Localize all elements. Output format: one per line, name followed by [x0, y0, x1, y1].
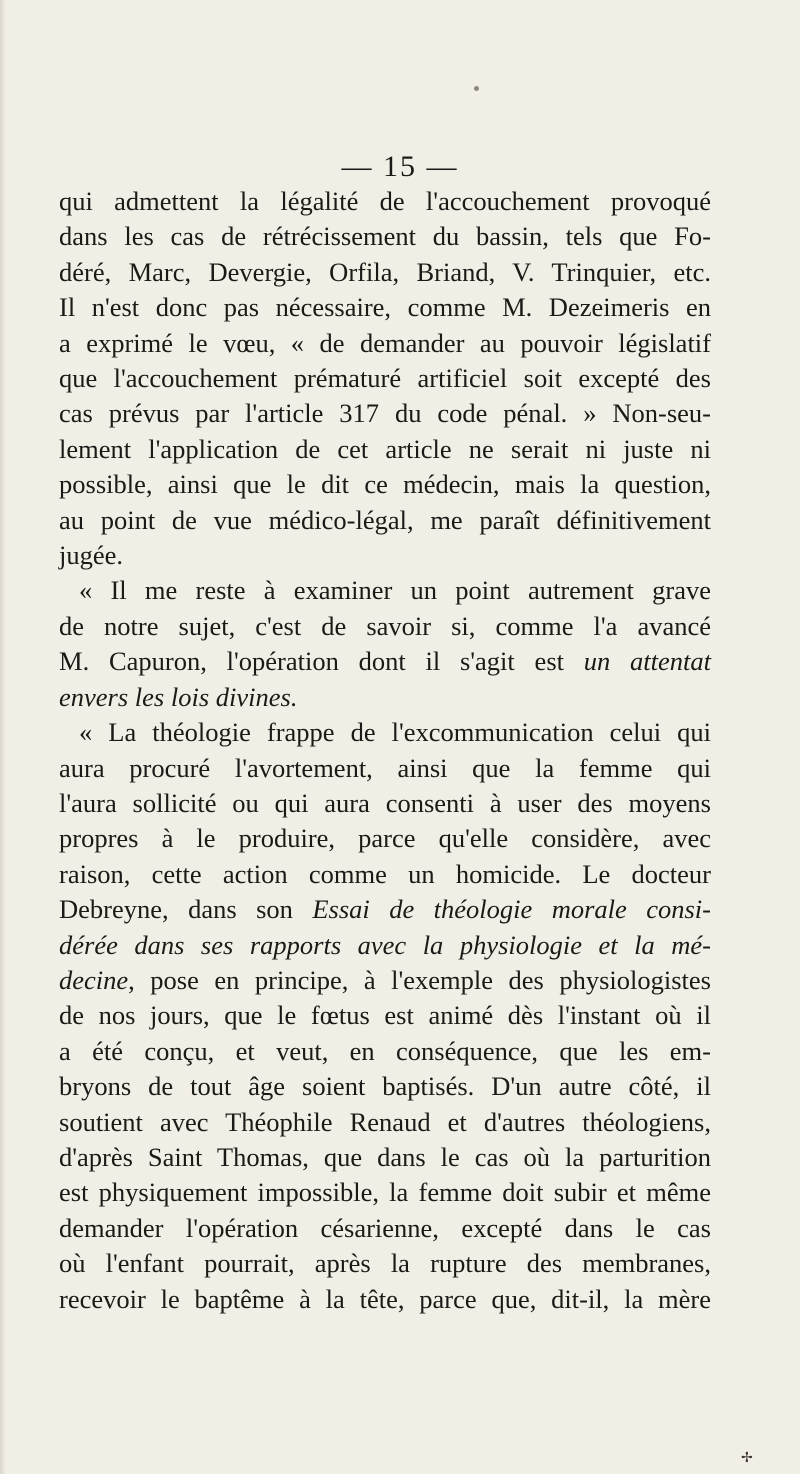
text-line: [59, 538, 711, 573]
text-run: M. Capuron, l'opération dont il s'agit est: [59, 646, 584, 677]
text-run: possible, ainsi que le dit ce médecin, mais la question,: [59, 469, 711, 500]
page-edge-shadow: [0, 0, 6, 1474]
text-line: [59, 644, 711, 679]
text-line: [59, 998, 711, 1033]
text-line: [59, 1105, 711, 1140]
text-line: [59, 928, 711, 963]
text-run: d'après Saint Thomas, que dans le cas où la parturition: [59, 1141, 711, 1172]
text-run: aura procuré l'avortement, ainsi que la femme qui: [59, 752, 711, 783]
text-run: « La théologie frappe de l'excommunication celui qui: [79, 717, 711, 748]
text-line: [59, 751, 711, 786]
printer-ornament: ✢: [741, 1451, 753, 1466]
text-line: [59, 715, 711, 750]
text-line: [59, 432, 711, 467]
text-line: [59, 1034, 711, 1069]
text-line: [59, 892, 711, 927]
text-run: « Il me reste à examiner un point autrement grave: [79, 575, 711, 606]
text-run: au point de vue médico-légal, me paraît définitivement: [59, 504, 711, 535]
text-run: de notre sujet, c'est de savoir si, comme l'a avancé: [59, 610, 711, 641]
text-run: soutient avec Théophile Renaud et d'autres théologiens,: [59, 1106, 711, 1137]
italic-phrase: envers les lois divines.: [59, 681, 298, 712]
text-run: cas prévus par l'article 317 du code pénal. » Non-seu-: [59, 398, 711, 429]
text-line: [59, 963, 711, 998]
text-run: où l'enfant pourrait, après la rupture des membranes,: [59, 1248, 711, 1279]
text-run: a exprimé le vœu, « de demander au pouvoir législatif: [59, 327, 711, 358]
text-line: [59, 467, 711, 502]
text-run: a été conçu, et veut, en conséquence, que les em-: [59, 1035, 711, 1066]
text-run: demander l'opération césarienne, excepté dans le cas: [59, 1212, 711, 1243]
text-line: [59, 573, 711, 608]
text-line: [59, 396, 711, 431]
text-run: raison, cette action comme un homicide. Le docteur: [59, 858, 711, 889]
text-line: [59, 821, 711, 856]
text-run: jugée.: [59, 540, 124, 571]
text-run: lement l'application de cet article ne serait ni juste ni: [59, 433, 711, 464]
text-line: [59, 1069, 711, 1104]
body-text: [59, 184, 711, 1317]
text-run: l'aura sollicité ou qui aura consenti à user des moyens: [59, 787, 711, 818]
text-line: [59, 1282, 711, 1317]
text-line: [59, 680, 711, 715]
ink-speck: [474, 86, 479, 91]
text-run: bryons de tout âge soient baptisés. D'un autre côté, il: [59, 1071, 711, 1102]
text-line: [59, 1140, 711, 1175]
text-line: [59, 184, 711, 219]
text-line: [59, 1175, 711, 1210]
text-line: [59, 1246, 711, 1281]
text-line: [59, 503, 711, 538]
text-run: recevoir le baptême à la tête, parce que, dit-il, la mère: [59, 1283, 711, 1314]
text-line: [59, 290, 711, 325]
text-line: [59, 786, 711, 821]
text-line: [59, 326, 711, 361]
text-line: [59, 857, 711, 892]
italic-phrase: dérée dans ses rapports avec la physiologie et la mé-: [59, 929, 711, 960]
italic-phrase: Essai de théologie morale consi-: [312, 894, 711, 925]
text-run: de nos jours, que le fœtus est animé dès l'instant où il: [59, 1000, 711, 1031]
text-line: [59, 609, 711, 644]
text-run: que l'accouchement prématuré artificiel soit excepté des: [59, 363, 711, 394]
text-line: [59, 1211, 711, 1246]
text-run: déré, Marc, Devergie, Orfila, Briand, V. Trinquier, etc.: [59, 256, 711, 287]
text-run: propres à le produire, parce qu'elle considère, avec: [59, 823, 711, 854]
text-line: [59, 219, 711, 254]
italic-phrase: decine: [59, 964, 129, 995]
text-run: qui admettent la légalité de l'accouchement provoqué: [59, 186, 711, 216]
page-number: — 15 —: [341, 150, 459, 183]
text-line: [59, 361, 711, 396]
text-run: , pose en principe, à l'exemple des physiologistes: [128, 964, 711, 995]
text-run: dans les cas de rétrécissement du bassin, tels que Fo-: [59, 221, 711, 252]
text-run: est physiquement impossible, la femme doit subir et même: [59, 1177, 711, 1208]
text-run: Debreyne, dans son: [59, 894, 313, 925]
text-line: [59, 255, 711, 290]
italic-phrase: un attentat: [583, 646, 711, 677]
text-run: Il n'est donc pas nécessaire, comme M. Dezeimeris en: [59, 292, 711, 323]
